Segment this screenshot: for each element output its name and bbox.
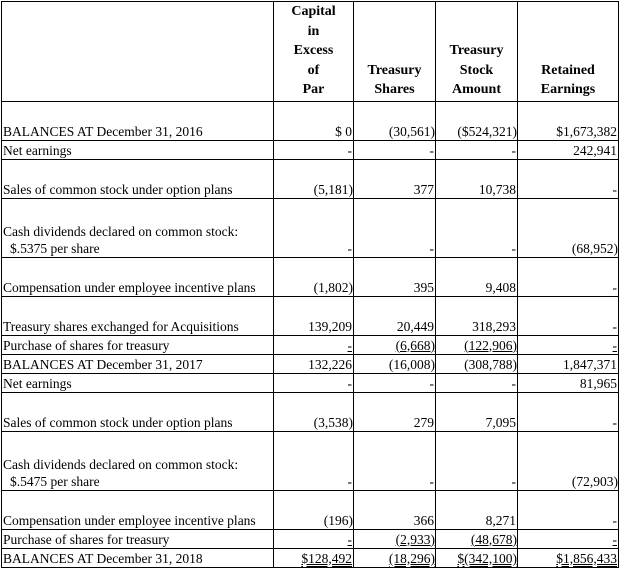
header-text: Stock: [459, 62, 494, 78]
row-label: BALANCES AT December 31, 2018: [2, 548, 274, 567]
cell-capital: $128,492: [274, 548, 354, 567]
cell-capital: -: [274, 431, 354, 490]
cell-shares: 279: [354, 392, 436, 431]
cell-shares: 395: [354, 257, 436, 296]
header-treasury-shares: [354, 2, 436, 102]
table-row: [2, 198, 619, 257]
table-row: [2, 490, 619, 529]
cell-amount: 9,408: [436, 257, 518, 296]
row-label: Compensation under employee incentive plans: [2, 257, 274, 296]
cell-retained: -: [518, 335, 619, 354]
header-blank: [2, 2, 274, 102]
cell-capital: (196): [274, 490, 354, 529]
cell-retained: $1,856,433: [518, 548, 619, 567]
header-text: in: [307, 23, 320, 39]
header-retained-earnings: [518, 2, 619, 102]
cell-amount: -: [436, 431, 518, 490]
cell-capital: $ 0: [274, 101, 354, 140]
cell-capital: (1,802): [274, 257, 354, 296]
cell-retained: 242,941: [518, 140, 619, 159]
cell-shares: -: [354, 198, 436, 257]
row-label: Purchase of shares for treasury: [2, 529, 274, 548]
header-row: [2, 2, 619, 102]
cell-amount: (48,678): [436, 529, 518, 548]
header-text: of: [307, 62, 320, 78]
cell-retained: -: [518, 529, 619, 548]
cell-shares: (6,668): [354, 335, 436, 354]
row-label: Sales of common stock under option plans: [2, 392, 274, 431]
row-label: Purchase of shares for treasury: [2, 335, 274, 354]
header-capital-in-excess-of-par: [274, 2, 354, 102]
cell-shares: 377: [354, 159, 436, 198]
cell-amount: -: [436, 373, 518, 392]
cell-amount: 8,271: [436, 490, 518, 529]
cell-capital: -: [274, 140, 354, 159]
cell-shares: (2,933): [354, 529, 436, 548]
table-row: [2, 373, 619, 392]
cell-amount: -: [436, 140, 518, 159]
cell-shares: (16,008): [354, 354, 436, 373]
header-text: Amount: [451, 82, 501, 97]
cell-amount: (122,906): [436, 335, 518, 354]
header-text: Treasury: [367, 62, 422, 78]
cell-shares: 20,449: [354, 296, 436, 335]
cell-capital: (5,181): [274, 159, 354, 198]
cell-capital: 139,209: [274, 296, 354, 335]
row-label: BALANCES AT December 31, 2017: [2, 354, 274, 373]
cell-retained: -: [518, 490, 619, 529]
header-text: Retained: [541, 62, 595, 78]
cell-capital: 132,226: [274, 354, 354, 373]
header-text: Shares: [374, 82, 415, 97]
row-label-main: Cash dividends declared on common stock:: [3, 456, 239, 472]
cell-amount: 318,293: [436, 296, 518, 335]
header-text: Treasury: [449, 43, 504, 58]
table-row: [2, 548, 619, 567]
table-row: [2, 392, 619, 431]
header-treasury-stock-amount: [436, 2, 518, 102]
equity-table: [1, 1, 619, 568]
cell-shares: -: [354, 140, 436, 159]
table-row: [2, 431, 619, 490]
cell-amount: ($524,321): [436, 101, 518, 140]
table-row: [2, 354, 619, 373]
cell-retained: (72,903): [518, 431, 619, 490]
table-row: [2, 159, 619, 198]
row-label-main: Cash dividends declared on common stock:: [3, 223, 239, 239]
cell-capital: (3,538): [274, 392, 354, 431]
row-label: Compensation under employee incentive plans: [2, 490, 274, 529]
row-label: [2, 431, 274, 490]
row-label-sub: $.5375 per share: [10, 240, 100, 256]
cell-amount: 7,095: [436, 392, 518, 431]
table-row: [2, 335, 619, 354]
row-label: Sales of common stock under option plans: [2, 159, 274, 198]
cell-retained: $1,673,382: [518, 101, 619, 140]
header-text: Capital: [291, 4, 336, 19]
cell-retained: -: [518, 257, 619, 296]
table-row: [2, 140, 619, 159]
table-row: [2, 101, 619, 140]
cell-amount: (308,788): [436, 354, 518, 373]
row-label: BALANCES AT December 31, 2016: [2, 101, 274, 140]
header-text: Earnings: [540, 82, 596, 97]
cell-capital: -: [274, 529, 354, 548]
cell-retained: -: [518, 296, 619, 335]
cell-retained: -: [518, 159, 619, 198]
cell-retained: 81,965: [518, 373, 619, 392]
cell-amount: $(342,100): [436, 548, 518, 567]
row-label: Net earnings: [2, 373, 274, 392]
row-label-sub: $.5475 per share: [10, 473, 100, 489]
row-label: Treasury shares exchanged for Acquisitions: [2, 296, 274, 335]
cell-capital: -: [274, 198, 354, 257]
cell-shares: -: [354, 431, 436, 490]
header-text: Excess: [293, 43, 334, 58]
cell-capital: -: [274, 373, 354, 392]
header-text: Par: [302, 82, 325, 97]
cell-amount: 10,738: [436, 159, 518, 198]
cell-shares: 366: [354, 490, 436, 529]
cell-capital: -: [274, 335, 354, 354]
cell-retained: (68,952): [518, 198, 619, 257]
cell-amount: -: [436, 198, 518, 257]
table-row: [2, 529, 619, 548]
table-row: [2, 296, 619, 335]
cell-retained: 1,847,371: [518, 354, 619, 373]
row-label: Net earnings: [2, 140, 274, 159]
table-row: [2, 257, 619, 296]
cell-retained: -: [518, 392, 619, 431]
row-label: [2, 198, 274, 257]
cell-shares: (30,561): [354, 101, 436, 140]
cell-shares: (18,296): [354, 548, 436, 567]
cell-shares: -: [354, 373, 436, 392]
